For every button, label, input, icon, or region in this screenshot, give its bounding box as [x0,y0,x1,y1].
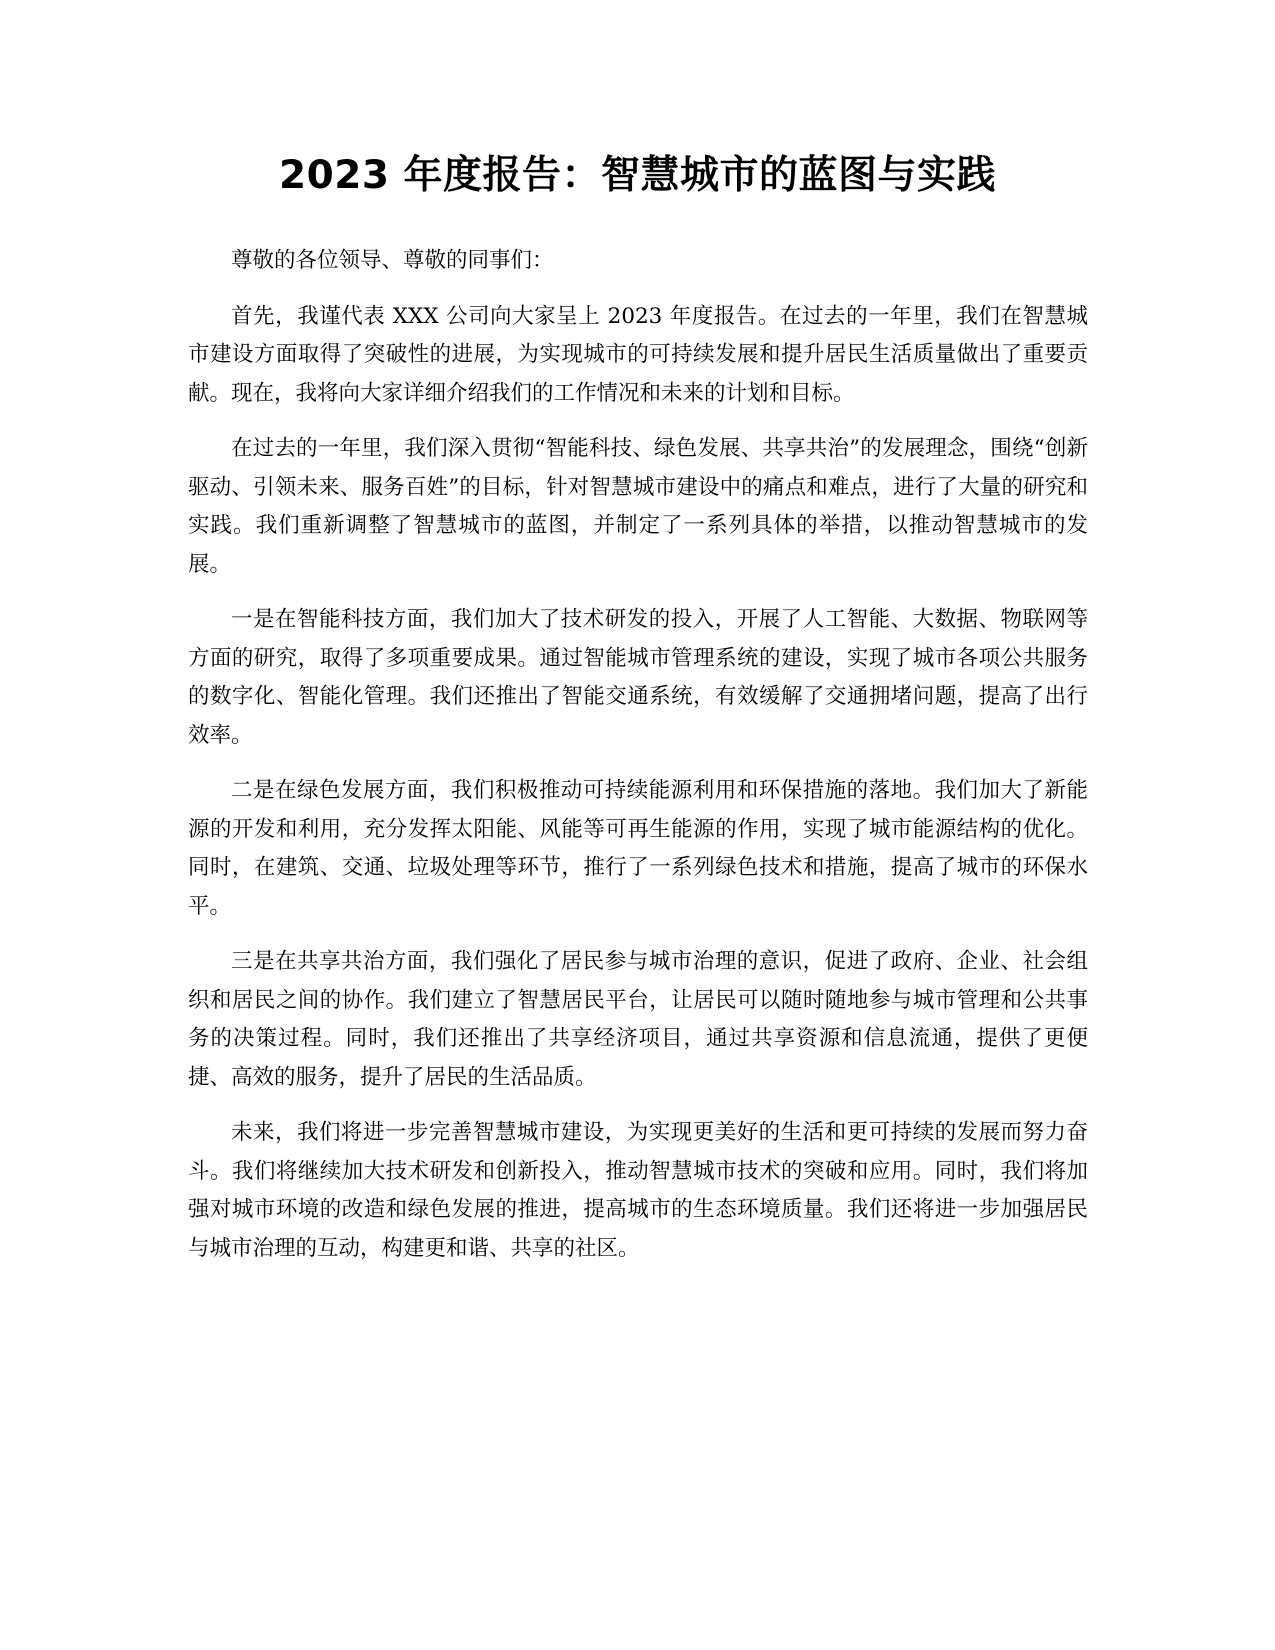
document-title: 2023 年度报告：智慧城市的蓝图与实践 [278,153,997,198]
body-paragraph-5: 三是在共享共治方面，我们强化了居民参与城市治理的意识，促进了政府、企业、社会组织和居民之间的协作。我们建立了智慧居民平台，让居民可以随时随地参与城市管理和公共事务的决策过程。同时，我们还推出了共享经济项目，通过共享资源和信息流通，提供了更便捷、高效的服务，提升了居民的生活品质。 [188,949,1088,1090]
document-body [188,242,1088,1285]
body-paragraph-1: 首先，我谨代表 XXX 公司向大家呈上 2023 年度报告。在过去的一年里，我们在智慧城市建设方面取得了突破性的进展，为实现城市的可持续发展和提升居民生活质量做出了重要贡献。现在，我将向大家详细介绍我们的工作情况和未来的计划和目标。 [188,303,1088,406]
greeting-paragraph: 尊敬的各位领导、尊敬的同事们： [231,248,554,273]
body-paragraph-6: 未来，我们将进一步完善智慧城市建设，为实现更美好的生活和更可持续的发展而努力奋斗。我们将继续加大技术研发和创新投入，推动智慧城市技术的突破和应用。同时，我们将加强对城市环境的改造和绿色发展的推进，提高城市的生态环境质量。我们还将进一步加强居民与城市治理的互动，构建更和谐、共享的社区。 [188,1120,1088,1261]
body-paragraph-2: 在过去的一年里，我们深入贯彻“智能科技、绿色发展、共享共治”的发展理念，围绕“创新驱动、引领未来、服务百姓”的目标，针对智慧城市建设中的痛点和难点，进行了大量的研究和实践。我们重新调整了智慧城市的蓝图，并制定了一系列具体的举措，以推动智慧城市的发展。 [188,436,1088,577]
body-paragraph-4: 二是在绿色发展方面，我们积极推动可持续能源利用和环保措施的落地。我们加大了新能源的开发和利用，充分发挥太阳能、风能等可再生能源的作用，实现了城市能源结构的优化。同时，在建筑、交通、垃圾处理等环节，推行了一系列绿色技术和措施，提高了城市的环保水平。 [188,778,1088,919]
body-paragraph-3: 一是在智能科技方面，我们加大了技术研发的投入，开展了人工智能、大数据、物联网等方面的研究，取得了多项重要成果。通过智能城市管理系统的建设，实现了城市各项公共服务的数字化、智能化管理。我们还推出了智能交通系统，有效缓解了交通拥堵问题，提高了出行效率。 [188,607,1088,748]
